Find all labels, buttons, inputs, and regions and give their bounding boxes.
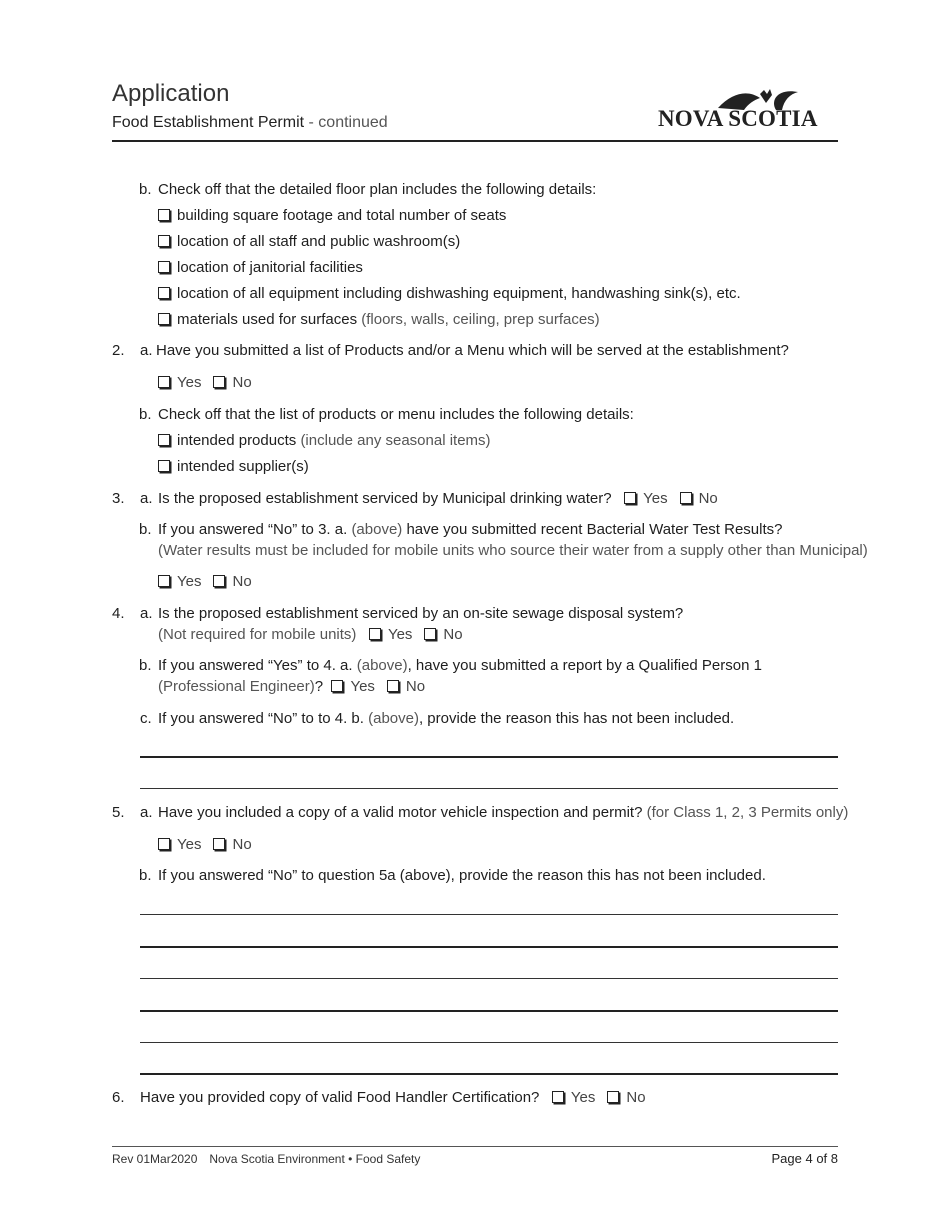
answer-line[interactable] [140,914,838,915]
q5a-text: Have you included a copy of a valid motor vehicle inspection and permit? (for Class 1, 2, 3 Permits only) [158,804,849,821]
answer-line[interactable] [140,1073,838,1075]
q4c-label: c. [140,710,152,727]
q3b-note: (Water results must be included for mobile units who source their water from a supply other than Municipal) [158,542,868,559]
q2b-label: b. [139,406,152,423]
q2b-text: Check off that the list of products or menu includes the following details: [158,406,634,423]
q3a-label: a. [140,490,153,507]
q5b-text: If you answered “No” to question 5a (above), provide the reason this has not been included. [158,867,766,884]
yes-checkbox[interactable] [369,628,381,640]
q1b-label: b. [139,181,152,198]
checkbox[interactable] [158,209,170,221]
no-checkbox[interactable] [424,628,436,640]
q4b-row: (Professional Engineer)? Yes No [158,678,426,695]
answer-line[interactable] [140,788,838,789]
answer-line[interactable] [140,946,838,948]
checklist-item: location of janitorial facilities [158,259,363,276]
page-number: Page 4 of 8 [771,1151,838,1166]
checklist-item: building square footage and total number of seats [158,207,506,224]
footer-divider [112,1146,838,1147]
checkbox[interactable] [158,287,170,299]
no-checkbox[interactable] [387,680,399,692]
header-divider [112,140,838,142]
no-checkbox[interactable] [213,575,225,587]
no-checkbox[interactable] [607,1091,619,1103]
q3a-row: Is the proposed establishment serviced by Municipal drinking water? Yes No [158,490,718,507]
footer-left [112,1152,432,1166]
no-checkbox[interactable] [680,492,692,504]
checklist-item: intended products (include any seasonal items) [158,432,491,449]
no-checkbox[interactable] [213,376,225,388]
yes-checkbox[interactable] [331,680,343,692]
yes-checkbox[interactable] [552,1091,564,1103]
q3-number: 3. [112,490,125,507]
checklist-item: location of all equipment including dishwashing equipment, handwashing sink(s), etc. [158,285,741,302]
yes-checkbox[interactable] [158,838,170,850]
q1b-text: Check off that the detailed floor plan includes the following details: [158,181,597,198]
q6-number: 6. [112,1089,125,1106]
checkbox[interactable] [158,460,170,472]
answer-line[interactable] [140,756,838,758]
nova-scotia-logo [658,84,838,134]
yes-checkbox[interactable] [158,575,170,587]
checkbox[interactable] [158,434,170,446]
q4a-row: (Not required for mobile units) Yes No [158,626,463,643]
department: Nova Scotia Environment • Food Safety [209,1152,421,1166]
answer-line[interactable] [140,1042,838,1043]
q5-number: 5. [112,804,125,821]
q2a-options: Yes No [158,374,264,391]
q4-number: 4. [112,605,125,622]
checklist-item: location of all staff and public washroom(s) [158,233,460,250]
yes-checkbox[interactable] [158,376,170,388]
checklist-item: materials used for surfaces (floors, walls, ceiling, prep surfaces) [158,311,600,328]
q2a-text: Have you submitted a list of Products and/or a Menu which will be served at the establishment? [156,342,789,359]
q3b-text: If you answered “No” to 3. a. (above) have you submitted recent Bacterial Water Test Results? [158,521,783,538]
revision: Rev 01Mar2020 [112,1152,198,1166]
q4a-label: a. [140,605,153,622]
subtitle-suffix: - continued [308,114,388,131]
answer-line[interactable] [140,978,838,979]
yes-checkbox[interactable] [624,492,636,504]
answer-line[interactable] [140,1010,838,1012]
q3b-label: b. [139,521,152,538]
q4a-text: Is the proposed establishment serviced by an on-site sewage disposal system? [158,605,684,622]
q3b-options: Yes No [158,573,264,590]
q2a-label: a. [140,342,153,359]
logo-text: NOVA SCOTIA [658,106,818,131]
no-checkbox[interactable] [213,838,225,850]
q4b-label: b. [139,657,152,674]
checkbox[interactable] [158,235,170,247]
checklist-item: intended supplier(s) [158,458,309,475]
q6-row: Have you provided copy of valid Food Handler Certification? Yes No [140,1089,646,1106]
page-title: Application [112,80,230,107]
q5b-label: b. [139,867,152,884]
q2-number: 2. [112,342,125,359]
checkbox[interactable] [158,313,170,325]
q4c-text: If you answered “No” to to 4. b. (above), provide the reason this has not been included. [158,710,735,727]
q4b-text: If you answered “Yes” to 4. a. (above), have you submitted a report by a Qualified Person 1 [158,657,762,674]
page-subtitle [112,114,388,132]
q5a-label: a. [140,804,153,821]
checkbox[interactable] [158,261,170,273]
subtitle-main: Food Establishment Permit [112,114,305,131]
q5a-options: Yes No [158,836,264,853]
